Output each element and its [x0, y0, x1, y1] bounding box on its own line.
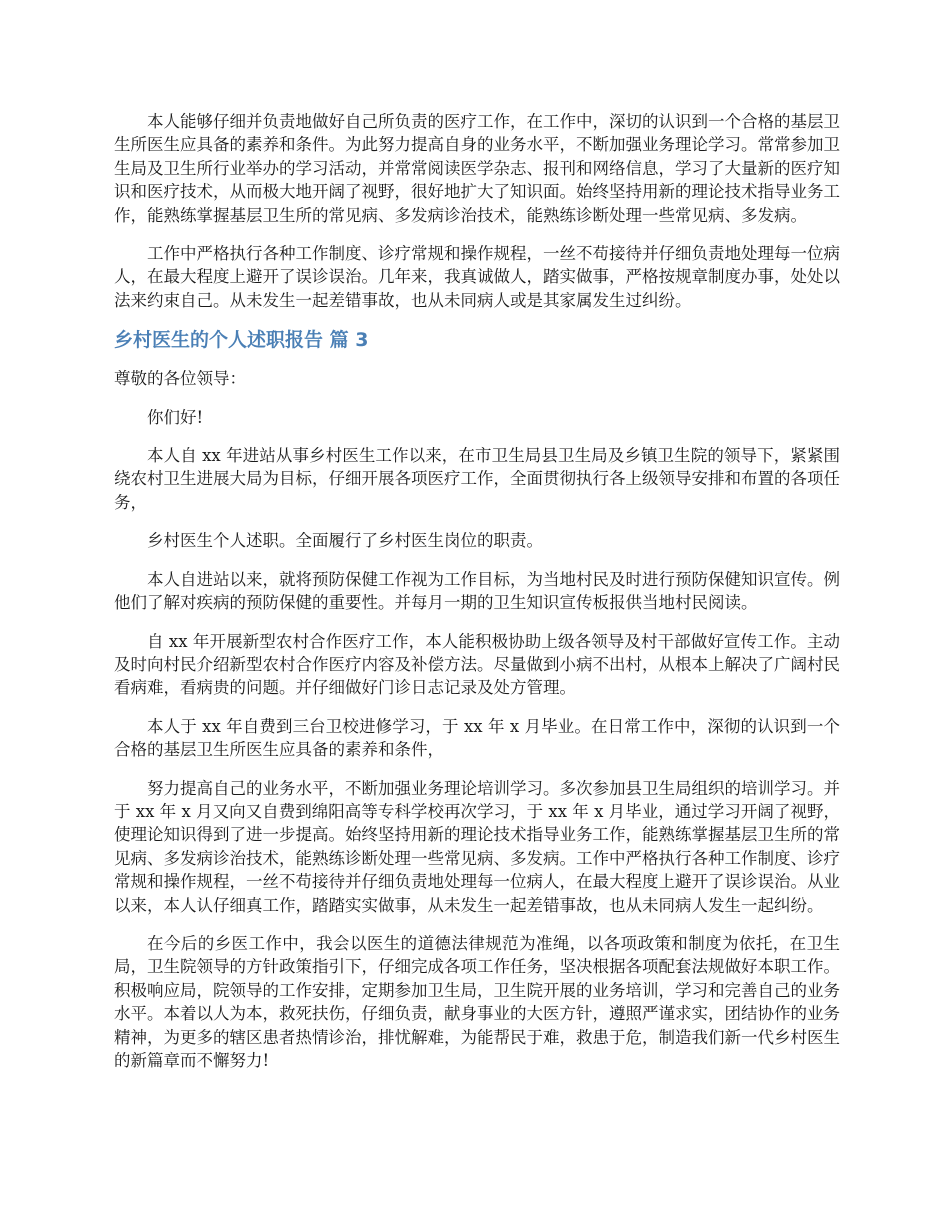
section-title: 乡村医生的个人述职报告 篇 3: [114, 329, 369, 352]
body-paragraph: 努力提高自己的业务水平，不断加强业务理论培训学习。多次参加县卫生局组织的培训学习。并于 xx 年 x 月又向又自费到绵阳高等专科学校再次学习，于 xx 年 x 月毕业，通过学习开阔了视野，使理论知识得到了进一步提高。始终坚持用新的理论技术指导业务工作，能熟练掌握基层卫生所的常见病、多发病诊治技术，能熟练诊断处理一些常见病、多发病。工作中严格执行各种工作制度、诊疗常规和操作规程，一丝不苟接待并仔细负责地处理每一位病人，在最大程度上避开了误诊误治。从业以来，本人认仔细真工作，踏踏实实做事，从未发生一起差错事故，也从未同病人发生一起纠纷。: [114, 778, 840, 915]
body-paragraph: 在今后的乡医工作中，我会以医生的道德法律规范为准绳，以各项政策和制度为依托，在卫生局，卫生院领导的方针政策指引下，仔细完成各项工作任务，坚决根据各项配套法规做好本职工作。积极响应局，院领导的工作安排，定期参加卫生局，卫生院开展的业务培训，学习和完善自己的业务水平。本着以人为本，救死扶伤，仔细负责，献身事业的大医方针，遵照严谨求实，团结协作的业务精神，为更多的辖区患者热情诊治，排忧解难，为能帮民于难，救患于危，制造我们新一代乡村医生的新篇章而不懈努力!: [114, 933, 840, 1070]
intro-paragraph: 工作中严格执行各种工作制度、诊疗常规和操作规程，一丝不苟接待并仔细负责地处理每一位病人，在最大程度上避开了误诊误治。几年来，我真诚做人，踏实做事，严格按规章制度办事，处处以法来约束自己。从未发生一起差错事故，也从未同病人或是其家属发生过纠纷。: [114, 244, 840, 310]
body-paragraph: 本人于 xx 年自费到三台卫校进修学习，于 xx 年 x 月毕业。在日常工作中，深彻的认识到一个合格的基层卫生所医生应具备的素养和条件，: [114, 716, 840, 760]
body-paragraph: 自 xx 年开展新型农村合作医疗工作，本人能积极协助上级各领导及村干部做好宣传工作。主动及时向村民介绍新型农村合作医疗内容及补偿方法。尽量做到小病不出村，从根本上解决了广阔村民看病难，看病贵的问题。并仔细做好门诊日志记录及处方管理。: [114, 631, 840, 698]
salutation: 尊敬的各位领导：: [114, 369, 246, 389]
greeting: 你们好!: [147, 407, 204, 427]
document-page: [114, 110, 840, 1087]
body-paragraph: 本人自进站以来，就将预防保健工作视为工作目标，为当地村民及时进行预防保健知识宣传。例他们了解对疾病的预防保健的重要性。并每月一期的卫生知识宣传板报供当地村民阅读。: [114, 569, 840, 613]
body-paragraph: 乡村医生个人述职。全面履行了乡村医生岗位的职责。: [147, 531, 543, 551]
intro-paragraph: 本人能够仔细并负责地做好自己所负责的医疗工作，在工作中，深切的认识到一个合格的基层卫生所医生应具备的素养和条件。为此努力提高自身的业务水平，不断加强业务理论学习。常常参加卫生局及卫生所行业举办的学习活动，并常常阅读医学杂志、报刊和网络信息，学习了大量新的医疗知识和医疗技术，从而极大地开阔了视野，很好地扩大了知识面。始终坚持用新的理论技术指导业务工作，能熟练掌握基层卫生所的常见病、多发病诊治技术，能熟练诊断处理一些常见病、多发病。: [114, 112, 840, 225]
body-paragraph: 本人自 xx 年进站从事乡村医生工作以来，在市卫生局县卫生局及乡镇卫生院的领导下，紧紧围绕农村卫生进展大局为目标，仔细开展各项医疗工作，全面贯彻执行各上级领导安排和布置的各项任务，: [114, 446, 840, 512]
